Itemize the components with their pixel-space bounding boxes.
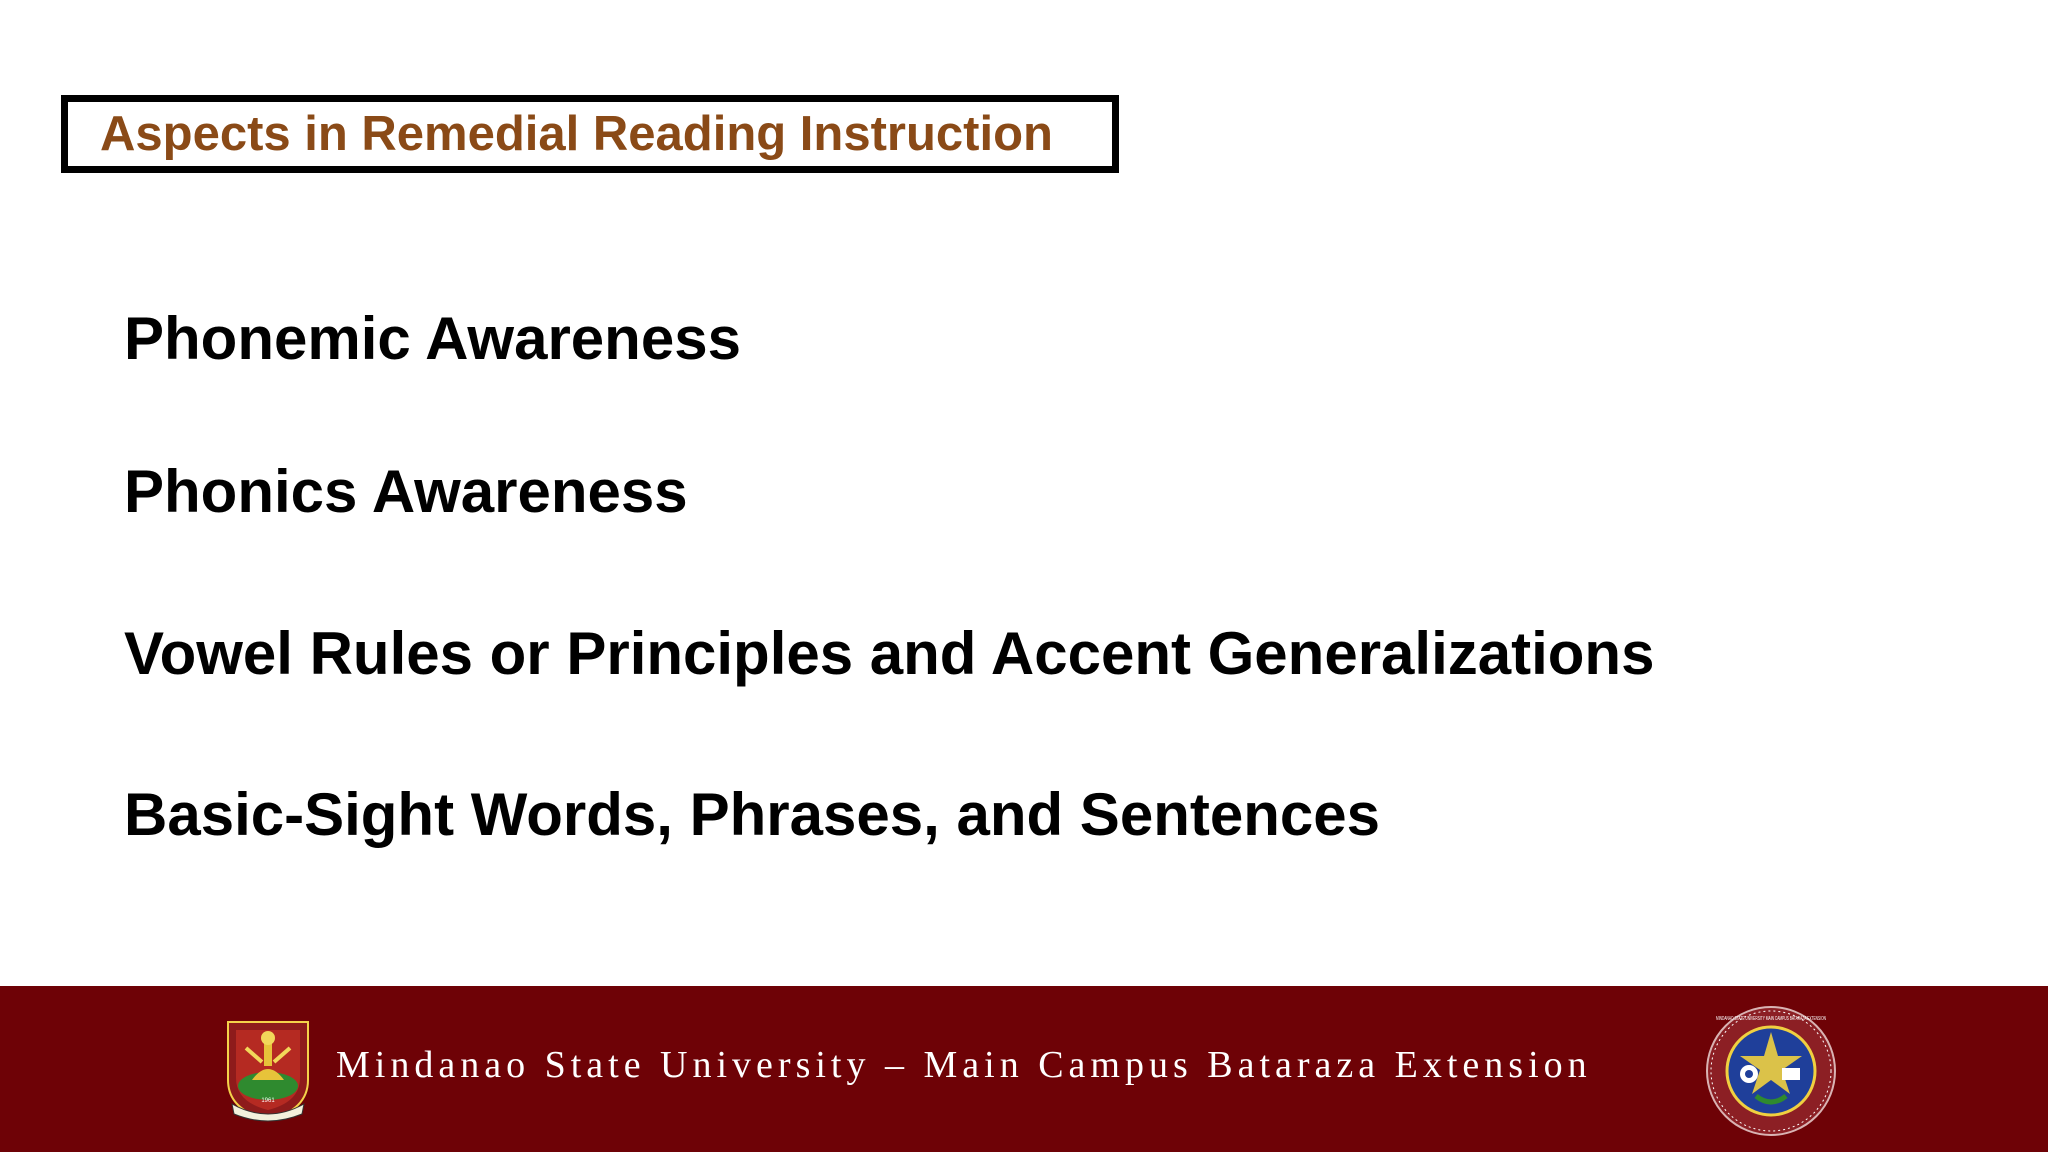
bataraza-seal-text: MINDANAO STATE UNIVERSITY MAIN CAMPUS BATARAZA EXTENSION xyxy=(1716,1016,1827,1022)
footer-institution-name: Mindanao State University – Main Campus Bataraza Extension xyxy=(336,1044,1592,1086)
slide-title-box xyxy=(61,95,1119,173)
bataraza-extension-seal-icon xyxy=(1704,1004,1838,1138)
aspect-item-basic-sight-words: Basic-Sight Words, Phrases, and Sentences xyxy=(124,781,1380,848)
msu-seal-year: 1961 xyxy=(261,1098,275,1104)
msu-seal-icon xyxy=(222,1018,314,1122)
slide-title: Aspects in Remedial Reading Instruction xyxy=(100,107,1053,161)
aspect-item-phonics-awareness: Phonics Awareness xyxy=(124,458,688,525)
aspect-item-vowel-rules: Vowel Rules or Principles and Accent Generalizations xyxy=(124,620,1655,687)
aspect-item-phonemic-awareness: Phonemic Awareness xyxy=(124,305,741,372)
